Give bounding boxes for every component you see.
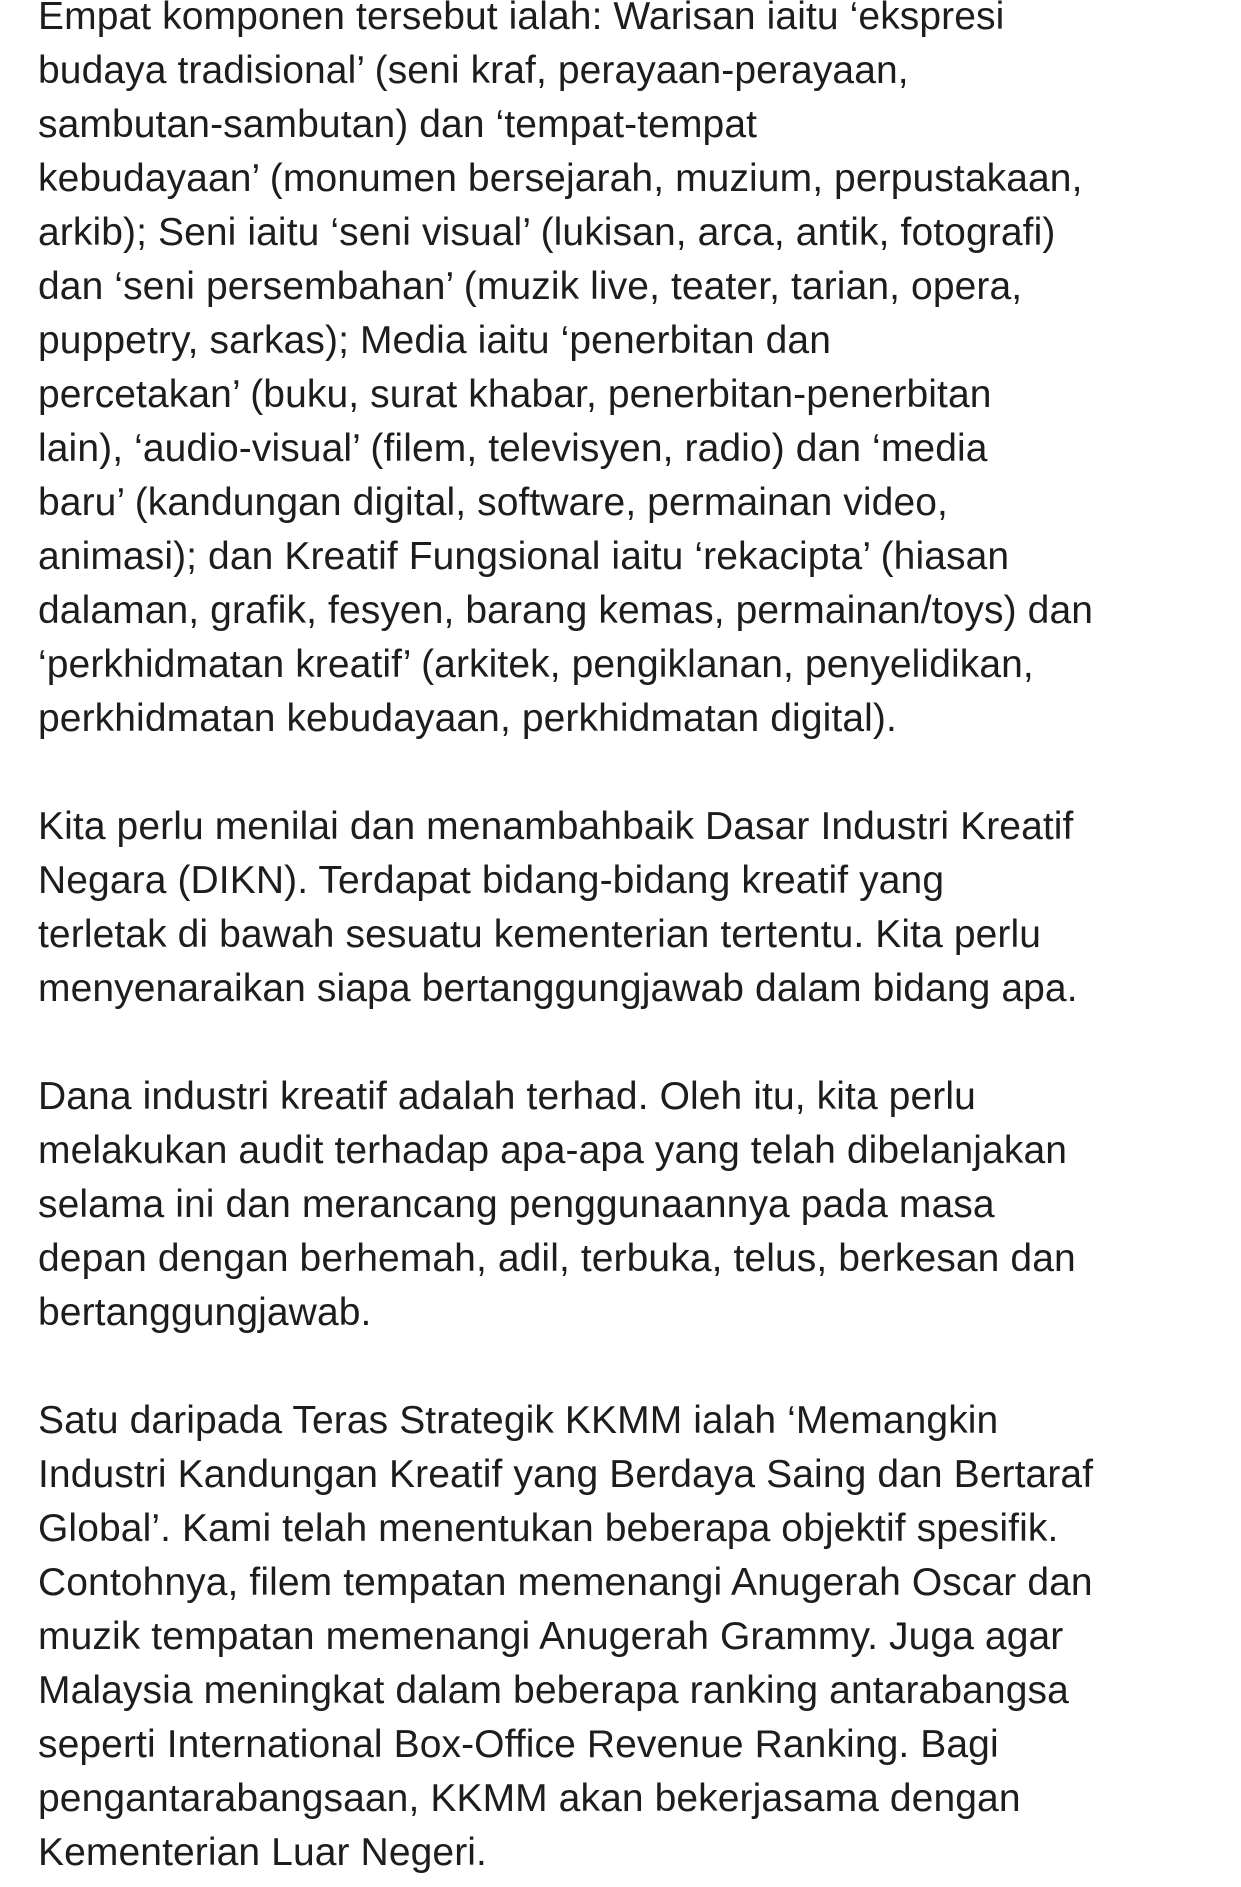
paragraph-strategy: Satu daripada Teras Strategik KKMM ialah ‘Memangkin Industri Kandungan Kreatif yang Berdaya Saing dan Bertaraf Global’. Kami telah menentukan beberapa objektif spesifik. Contohnya, filem tempatan memenangi Anugerah Oscar dan muzik tempatan memenangi Anugerah Grammy. Juga agar Malaysia meningkat dalam beberapa ranking antarabangsa seperti International Box-Office Revenue Ranking. Bagi pengantarabangsaan, KKMM akan bekerjasama dengan Kementerian Luar Negeri. [38, 1399, 1094, 1874]
document-body [38, 0, 1228, 1880]
paragraph-components: Empat komponen tersebut ialah: Warisan iaitu ‘ekspresi budaya tradisional’ (seni kraf, perayaan-perayaan, sambutan-sambutan) dan ‘tempat-tempat kebudayaan’ (monumen bersejarah, muzium, perpustakaan, arkib); Seni iaitu ‘seni visual’ (lukisan, arca, antik, fotografi) dan ‘seni persembahan’ (muzik live, teater, tarian, opera, puppetry, sarkas); Media iaitu ‘penerbitan dan percetakan’ (buku, surat khabar, penerbitan-penerbitan lain), ‘audio-visual’ (filem, televisyen, radio) dan ‘media baru’ (kandungan digital, software, permainan video, animasi); dan Kreatif Fungsional iaitu ‘rekacipta’ (hiasan dalaman, grafik, fesyen, barang kemas, permainan/toys) dan ‘perkhidmatan kreatif’ (arkitek, pengiklanan, penyelidikan, perkhidmatan kebudayaan, perkhidmatan digital). [38, 0, 1094, 740]
paragraph-fund: Dana industri kreatif adalah terhad. Oleh itu, kita perlu melakukan audit terhadap apa-apa yang telah dibelanjakan selama ini dan merancang penggunaannya pada masa depan dengan berhemah, adil, terbuka, telus, berkesan dan bertanggungjawab. [38, 1075, 1076, 1334]
paragraph-dikn: Kita perlu menilai dan menambahbaik Dasar Industri Kreatif Negara (DIKN). Terdapat bidang-bidang kreatif yang terletak di bawah sesuatu kementerian tertentu. Kita perlu menyenaraikan siapa bertanggungjawab dalam bidang apa. [38, 805, 1078, 1010]
